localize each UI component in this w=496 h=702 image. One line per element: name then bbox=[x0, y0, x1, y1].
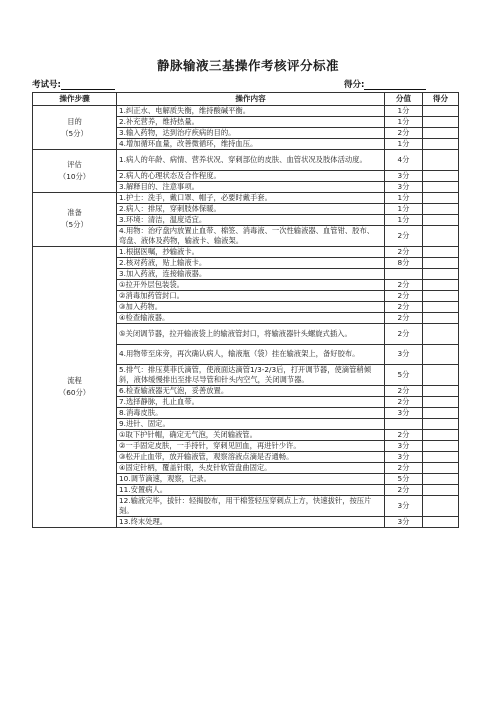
points-cell: 3分 bbox=[385, 441, 423, 452]
points-cell: 1分 bbox=[385, 192, 423, 203]
score-cell[interactable] bbox=[423, 246, 459, 257]
content-cell: 1.护士：洗手，戴口罩、帽子，必要时戴手套。 bbox=[117, 192, 385, 203]
content-cell: 8.消毒皮肤。 bbox=[117, 408, 385, 419]
score-cell[interactable] bbox=[423, 203, 459, 214]
points-cell: 3分 bbox=[385, 496, 423, 517]
score-cell[interactable] bbox=[423, 452, 459, 463]
content-cell: ④检查输液器。 bbox=[117, 312, 385, 323]
points-cell: 4分 bbox=[385, 150, 423, 171]
header-content: 操作内容 bbox=[117, 93, 385, 106]
content-cell: 1.根据医嘱，抄输液卡。 bbox=[117, 246, 385, 257]
points-cell: 8分 bbox=[385, 257, 423, 268]
header-step: 操作步骤 bbox=[33, 93, 117, 106]
content-cell: 2.病人的心理状态及合作程度。 bbox=[117, 170, 385, 181]
score-cell[interactable] bbox=[423, 257, 459, 268]
points-cell: 2分 bbox=[385, 290, 423, 301]
step-cell: 流程 （60分） bbox=[33, 246, 117, 528]
content-cell: 3.环境：清洁，温度适宜。 bbox=[117, 214, 385, 225]
points-cell: 2分 bbox=[385, 246, 423, 257]
content-cell: ⑤关闭调节器，拉开输液袋上的输液管封口，将输液器针头螺旋式插入。 bbox=[117, 323, 385, 344]
content-cell: 4.用物：治疗盘内放置止血带、棉签、消毒液、一次性输液器、血管钳、胶布、弯盘、液体及药物，输液卡、输液架。 bbox=[117, 225, 385, 246]
score-cell[interactable] bbox=[423, 323, 459, 344]
points-cell: 3分 bbox=[385, 408, 423, 419]
points-cell: 1分 bbox=[385, 214, 423, 225]
content-cell: 2.核对药液，贴上输液卡。 bbox=[117, 257, 385, 268]
content-cell: 2.补充营养，维持热量。 bbox=[117, 117, 385, 128]
header-points: 分值 bbox=[385, 93, 423, 106]
score-cell[interactable] bbox=[423, 485, 459, 496]
content-cell: 5.排气：排压莫菲氏滴管，使液面达滴管1/3-2/3后，打开调节器，使滴管稍倾斜，液体缓慢排出至排尽导管和针头内空气，关闭调节器。 bbox=[117, 365, 385, 386]
content-cell: 9.进针、固定。 bbox=[117, 419, 385, 430]
content-cell: 3.输入药物，达到治疗疾病的目的。 bbox=[117, 128, 385, 139]
score-cell[interactable] bbox=[423, 214, 459, 225]
score-cell[interactable] bbox=[423, 474, 459, 485]
content-cell: 3.解释目的、注意事项。 bbox=[117, 181, 385, 192]
step-cell: 评估 （10分） bbox=[33, 150, 117, 193]
points-cell: 2分 bbox=[385, 463, 423, 474]
score-cell[interactable] bbox=[423, 312, 459, 323]
page-title: 静脉输液三基操作考核评分标准 bbox=[156, 58, 339, 73]
score-cell[interactable] bbox=[423, 517, 459, 528]
score-cell[interactable] bbox=[423, 192, 459, 203]
score-cell[interactable] bbox=[423, 301, 459, 312]
content-cell: 3.加入药液，连接输液器。 bbox=[117, 268, 385, 279]
score-blank bbox=[364, 80, 426, 90]
score-cell[interactable] bbox=[423, 268, 459, 279]
points-cell: 2分 bbox=[385, 301, 423, 312]
score-field bbox=[344, 78, 426, 90]
content-cell: ④固定针柄，覆盖针眼，头皮针软管盘曲固定。 bbox=[117, 463, 385, 474]
points-cell: 1分 bbox=[385, 203, 423, 214]
content-cell: 13.终末处理。 bbox=[117, 517, 385, 528]
score-cell[interactable] bbox=[423, 344, 459, 365]
scoring-table bbox=[32, 92, 459, 528]
content-cell: ①拉开外层包装袋。 bbox=[117, 279, 385, 290]
score-cell[interactable] bbox=[423, 139, 459, 150]
score-cell[interactable] bbox=[423, 117, 459, 128]
points-cell: 2分 bbox=[385, 323, 423, 344]
content-cell: ②一手固定皮肤，一手持针，穿刺见回血，再进针少许。 bbox=[117, 441, 385, 452]
content-cell: 6.检查输液器无气泡，妥善放置。 bbox=[117, 386, 385, 397]
table-row bbox=[33, 106, 459, 117]
score-cell[interactable] bbox=[423, 106, 459, 117]
content-cell: ①取下护针帽，确定无气泡，关闭输液管。 bbox=[117, 430, 385, 441]
content-cell: ③加入药物。 bbox=[117, 301, 385, 312]
score-cell[interactable] bbox=[423, 128, 459, 139]
points-cell: 5分 bbox=[385, 474, 423, 485]
exam-number-blank bbox=[61, 80, 115, 90]
content-cell: ③松开止血带，放开输液管，观察溶液点滴是否通畅。 bbox=[117, 452, 385, 463]
points-cell: 1分 bbox=[385, 139, 423, 150]
score-cell[interactable] bbox=[423, 225, 459, 246]
exam-number-field bbox=[32, 78, 115, 90]
score-cell[interactable] bbox=[423, 386, 459, 397]
points-cell: 3分 bbox=[385, 452, 423, 463]
table-row bbox=[33, 246, 459, 257]
content-cell: 2.病人：排尿，穿刺肢体保暖。 bbox=[117, 203, 385, 214]
content-cell: 10.调节滴速，观察，记录。 bbox=[117, 474, 385, 485]
table-body bbox=[33, 106, 459, 528]
score-cell[interactable] bbox=[423, 441, 459, 452]
points-cell: 2分 bbox=[385, 312, 423, 323]
score-cell[interactable] bbox=[423, 290, 459, 301]
score-label: 得分: bbox=[344, 80, 365, 90]
points-cell bbox=[385, 268, 423, 279]
points-cell: 3分 bbox=[385, 344, 423, 365]
points-cell: 1分 bbox=[385, 117, 423, 128]
content-cell: 4.增加循环血量，改善微循环，维持血压。 bbox=[117, 139, 385, 150]
score-cell[interactable] bbox=[423, 181, 459, 192]
points-cell: 3分 bbox=[385, 517, 423, 528]
points-cell: 3分 bbox=[385, 181, 423, 192]
points-cell: 5分 bbox=[385, 365, 423, 386]
points-cell: 3分 bbox=[385, 170, 423, 181]
score-cell[interactable] bbox=[423, 496, 459, 517]
score-cell[interactable] bbox=[423, 463, 459, 474]
step-cell: 目的 （5分） bbox=[33, 106, 117, 150]
score-cell[interactable] bbox=[423, 397, 459, 408]
points-cell: 2分 bbox=[385, 430, 423, 441]
points-cell: 2分 bbox=[385, 225, 423, 246]
score-cell[interactable] bbox=[423, 279, 459, 290]
score-cell[interactable] bbox=[423, 408, 459, 419]
exam-number-label: 考试号: bbox=[32, 80, 61, 90]
table-row bbox=[33, 192, 459, 203]
table-header-row bbox=[33, 93, 459, 106]
content-cell: 7.选择静脉，扎止血带。 bbox=[117, 397, 385, 408]
score-cell[interactable] bbox=[423, 430, 459, 441]
points-cell bbox=[385, 419, 423, 430]
content-cell: 4.用物带至床旁，再次确认病人，输液瓶（袋）挂在输液架上，备好胶布。 bbox=[117, 344, 385, 365]
score-cell[interactable] bbox=[423, 365, 459, 386]
header-score: 得分 bbox=[423, 93, 459, 106]
points-cell: 2分 bbox=[385, 128, 423, 139]
table-row bbox=[33, 150, 459, 171]
content-cell: 1.病人的年龄、病情、营养状况、穿刺部位的皮肤、血管状况及肢体活动度。 bbox=[117, 150, 385, 171]
points-cell: 2分 bbox=[385, 386, 423, 397]
score-cell[interactable] bbox=[423, 150, 459, 171]
points-cell: 2分 bbox=[385, 279, 423, 290]
content-cell: ②消毒加药管封口。 bbox=[117, 290, 385, 301]
content-cell: 11.安置病人。 bbox=[117, 485, 385, 496]
points-cell: 1分 bbox=[385, 106, 423, 117]
score-cell[interactable] bbox=[423, 170, 459, 181]
content-cell: 1.纠正水、电解质失衡，维持酸碱平衡。 bbox=[117, 106, 385, 117]
step-cell: 准备 （5分） bbox=[33, 192, 117, 246]
points-cell: 2分 bbox=[385, 397, 423, 408]
score-cell[interactable] bbox=[423, 419, 459, 430]
content-cell: 12.输液完毕，拔针：轻揭胶布，用干棉签轻压穿刺点上方，快速拔针，按压片刻。 bbox=[117, 496, 385, 517]
points-cell: 2分 bbox=[385, 485, 423, 496]
